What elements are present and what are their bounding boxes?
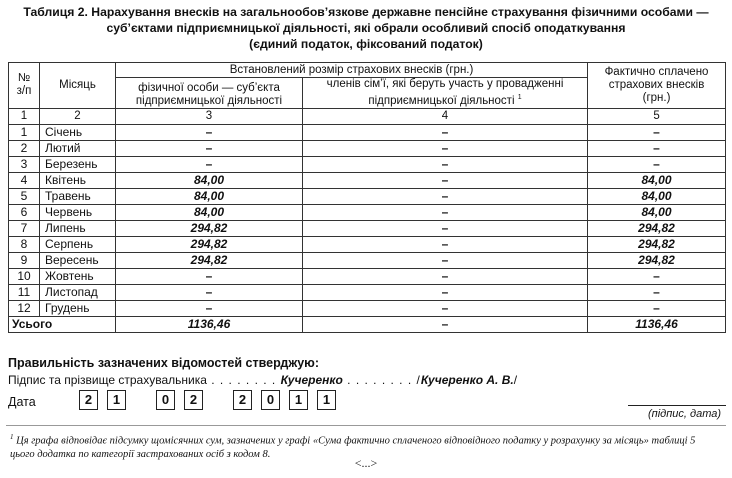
table-row: [9, 140, 726, 156]
row-actual-amount: 84,00: [588, 188, 726, 204]
signature-dots-1: . . . . . . . .: [206, 373, 281, 387]
total-label: Усього: [9, 316, 116, 332]
row-number: 11: [9, 284, 40, 300]
row-actual-amount: –: [588, 140, 726, 156]
total-family-amount: –: [303, 316, 588, 332]
contributions-table: [8, 62, 726, 333]
row-actual-amount: –: [588, 284, 726, 300]
row-number: 1: [9, 124, 40, 140]
row-entrepreneur-amount: 294,82: [116, 252, 303, 268]
header-established: Встановлений розмір страхових внесків (грн.): [116, 63, 588, 78]
row-actual-amount: 84,00: [588, 172, 726, 188]
row-actual-amount: –: [588, 268, 726, 284]
row-family-amount: –: [303, 140, 588, 156]
row-month: Липень: [40, 220, 116, 236]
row-month: Листопад: [40, 284, 116, 300]
signature-line: [8, 373, 517, 387]
row-entrepreneur-amount: –: [116, 268, 303, 284]
date-digit[interactable]: 2: [79, 390, 98, 410]
row-month: Березень: [40, 156, 116, 172]
row-entrepreneur-amount: 84,00: [116, 172, 303, 188]
row-family-amount: –: [303, 236, 588, 252]
date-digit[interactable]: 2: [184, 390, 203, 410]
row-number: 8: [9, 236, 40, 252]
date-digit[interactable]: 0: [261, 390, 280, 410]
row-entrepreneur-amount: 294,82: [116, 220, 303, 236]
header-month: Місяць: [40, 63, 116, 109]
row-family-amount: –: [303, 300, 588, 316]
row-family-amount: –: [303, 188, 588, 204]
column-index-row: [9, 108, 726, 124]
row-number: 6: [9, 204, 40, 220]
row-month: Вересень: [40, 252, 116, 268]
row-family-amount: –: [303, 156, 588, 172]
header-actual: Фактично сплачено страхових внесків (грн.): [588, 63, 726, 109]
row-family-amount: –: [303, 252, 588, 268]
date-digit[interactable]: 1: [289, 390, 308, 410]
row-entrepreneur-amount: 84,00: [116, 204, 303, 220]
date-label: Дата: [8, 395, 36, 409]
footnote-ref: 1: [517, 94, 522, 101]
row-entrepreneur-amount: –: [116, 156, 303, 172]
row-entrepreneur-amount: –: [116, 124, 303, 140]
signature: Кучеренко: [280, 373, 343, 387]
row-actual-amount: –: [588, 124, 726, 140]
row-month: Січень: [40, 124, 116, 140]
row-entrepreneur-amount: –: [116, 284, 303, 300]
row-month: Червень: [40, 204, 116, 220]
table-row: [9, 124, 726, 140]
title-line-2: суб’єктами підприємницької діяльності, які обрали особливий спосіб оподаткування: [106, 21, 626, 35]
row-number: 12: [9, 300, 40, 316]
table-row: [9, 188, 726, 204]
row-month: Грудень: [40, 300, 116, 316]
total-entrepreneur-amount: 1136,46: [116, 316, 303, 332]
row-actual-amount: –: [588, 156, 726, 172]
row-month: Лютий: [40, 140, 116, 156]
signature-label: Підпис та прізвище страхувальника: [8, 373, 207, 387]
table-row: [9, 204, 726, 220]
title-line-3: (єдиний податок, фіксований податок): [249, 37, 483, 51]
footnote-divider: [6, 425, 726, 426]
date-digit[interactable]: 2: [233, 390, 252, 410]
table-row: [9, 156, 726, 172]
date-digit[interactable]: 0: [156, 390, 175, 410]
row-number: 4: [9, 172, 40, 188]
row-actual-amount: 294,82: [588, 236, 726, 252]
date-digit[interactable]: 1: [107, 390, 126, 410]
signature-date-line: [628, 405, 726, 406]
column-index-cell: 4: [303, 108, 588, 124]
row-entrepreneur-amount: 84,00: [116, 188, 303, 204]
row-number: 7: [9, 220, 40, 236]
row-month: Жовтень: [40, 268, 116, 284]
table-row: [9, 284, 726, 300]
confirmation-text: Правильність зазначених відомостей стверджую:: [8, 356, 319, 370]
row-family-amount: –: [303, 172, 588, 188]
table-row: [9, 172, 726, 188]
row-family-amount: –: [303, 204, 588, 220]
row-number: 10: [9, 268, 40, 284]
row-family-amount: –: [303, 284, 588, 300]
signatory-name: Кучеренко А. В.: [420, 373, 514, 387]
signature-date-caption: (підпис, дата): [648, 408, 722, 420]
date-digit[interactable]: 1: [317, 390, 336, 410]
row-entrepreneur-amount: –: [116, 300, 303, 316]
row-actual-amount: 84,00: [588, 204, 726, 220]
row-actual-amount: 294,82: [588, 220, 726, 236]
row-entrepreneur-amount: 294,82: [116, 236, 303, 252]
table-row: [9, 236, 726, 252]
footnote-text: Ця графа відповідає підсумку щомісячних сум, зазначених у графі «Сума фактично сплаченого відповідного податку у розрахунку за місяць» таблиці 5 цього додатка по категорії застрахованих осіб з кодом 8.: [10, 435, 696, 460]
omission-mark: <...>: [354, 456, 378, 470]
row-month: Серпень: [40, 236, 116, 252]
table-row: [9, 220, 726, 236]
column-index-cell: 1: [9, 108, 40, 124]
row-number: 9: [9, 252, 40, 268]
row-entrepreneur-amount: –: [116, 140, 303, 156]
row-number: 3: [9, 156, 40, 172]
total-actual-amount: 1136,46: [588, 316, 726, 332]
column-index-cell: 3: [116, 108, 303, 124]
header-entrepreneur: фізичної особи — суб’єкта підприємницької діяльності: [116, 78, 303, 109]
row-month: Травень: [40, 188, 116, 204]
total-row: [9, 316, 726, 332]
table-row: [9, 252, 726, 268]
column-index-cell: 5: [588, 108, 726, 124]
row-actual-amount: 294,82: [588, 252, 726, 268]
table-row: [9, 300, 726, 316]
title-line-1: Таблиця 2. Нарахування внесків на загальнообов’язкове державне пенсійне страхування фізичними особами —: [23, 5, 709, 19]
header-num: № з/п: [9, 63, 40, 109]
row-number: 2: [9, 140, 40, 156]
row-number: 5: [9, 188, 40, 204]
column-index-cell: 2: [40, 108, 116, 124]
table-row: [9, 268, 726, 284]
row-family-amount: –: [303, 220, 588, 236]
row-family-amount: –: [303, 124, 588, 140]
signature-dots-2: . . . . . . . . /: [342, 373, 421, 387]
row-month: Квітень: [40, 172, 116, 188]
signature-end: /: [513, 373, 518, 387]
footnote-number: 1: [10, 433, 14, 441]
row-actual-amount: –: [588, 300, 726, 316]
header-family-text: членів сім’ї, які беруть участь у провадженні підприємницької діяльності: [326, 78, 564, 107]
row-family-amount: –: [303, 268, 588, 284]
header-family: [303, 78, 588, 109]
table-title: [4, 4, 728, 52]
